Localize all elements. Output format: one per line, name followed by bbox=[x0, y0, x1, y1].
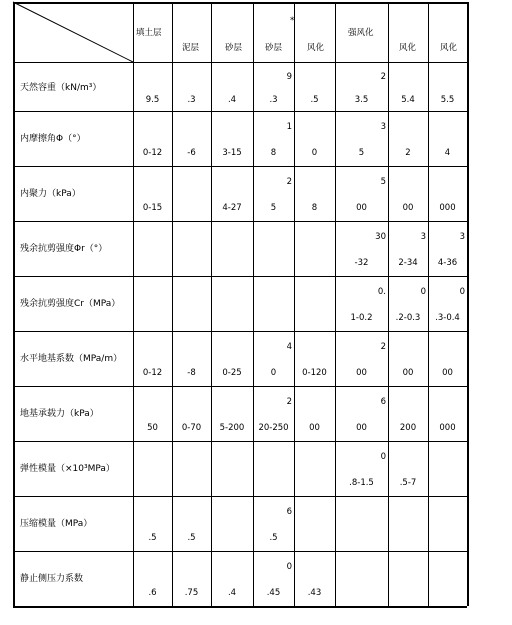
row-label: 内摩擦角Φ（°） bbox=[20, 134, 86, 144]
cell-value: 00 bbox=[356, 203, 367, 213]
cell-value: .3-0.4 bbox=[435, 313, 460, 323]
row-label: 静止侧压力系数 bbox=[20, 574, 84, 584]
cell-value: 5.4 bbox=[401, 95, 415, 105]
cell-value: .45 bbox=[266, 588, 281, 598]
cell-value: .2-0.3 bbox=[395, 313, 421, 323]
cell-value: .3 bbox=[269, 95, 278, 105]
cell-value: 0-25 bbox=[222, 368, 242, 378]
cell-value: 5.5 bbox=[440, 95, 455, 105]
cell-value: 0 bbox=[270, 368, 277, 378]
cell-value: 4 bbox=[444, 148, 451, 158]
cell-value: .43 bbox=[307, 588, 322, 598]
row-label: 残余抗剪强度Cr（MPa） bbox=[20, 299, 121, 309]
cell-upper-fragment: 9 bbox=[286, 72, 292, 82]
cell-value: 0-15 bbox=[142, 203, 163, 213]
cell-value: 50 bbox=[147, 423, 158, 433]
cell-value: 0-12 bbox=[142, 368, 163, 378]
row-label: 水平地基系数（MPa/m） bbox=[20, 354, 123, 364]
row-label: 内聚力（kPa） bbox=[20, 189, 81, 199]
cell-upper-fragment: 0 bbox=[420, 287, 426, 297]
column-header: 砂层 bbox=[265, 43, 283, 53]
cell-value: 8 bbox=[311, 203, 318, 213]
cell-value: .75 bbox=[184, 588, 199, 598]
cell-value: .6 bbox=[148, 588, 157, 598]
cell-value: .5 bbox=[310, 95, 319, 105]
diagonal-line bbox=[13, 2, 133, 62]
cell-value: -6 bbox=[187, 148, 196, 158]
column-header: 填土层 bbox=[136, 28, 162, 38]
cell-upper-fragment: 0 bbox=[459, 287, 465, 297]
cell-value: 3.5 bbox=[354, 95, 369, 105]
cell-value: 2-34 bbox=[398, 258, 418, 268]
cell-value: .4 bbox=[227, 95, 237, 105]
cell-value: 000 bbox=[439, 203, 456, 213]
cell-upper-fragment: 2 bbox=[380, 72, 386, 82]
cell-value: 0-70 bbox=[181, 423, 202, 433]
column-header: 风化 bbox=[307, 43, 325, 53]
column-header: 风化 bbox=[440, 43, 458, 53]
cell-value: .5 bbox=[269, 533, 278, 543]
cell-value: 00 bbox=[442, 368, 453, 378]
cell-upper-fragment: 2 bbox=[286, 177, 292, 187]
cell-upper-fragment: 2 bbox=[380, 342, 386, 352]
cell-value: 4-36 bbox=[437, 258, 458, 268]
cell-value: 4-27 bbox=[222, 203, 242, 213]
cell-value: 00 bbox=[309, 423, 320, 433]
cell-value: 200 bbox=[399, 423, 417, 433]
row-label: 压缩模量（MPa） bbox=[20, 519, 93, 529]
row-label: 弹性模量（×10³MPa） bbox=[20, 464, 115, 474]
cell-value: 5-200 bbox=[219, 423, 245, 433]
cell-value: 00 bbox=[356, 423, 367, 433]
cell-value: .5-7 bbox=[399, 478, 417, 488]
cell-upper-fragment: 30 bbox=[375, 232, 386, 242]
cell-upper-fragment: 0 bbox=[286, 562, 292, 572]
cell-value: .3 bbox=[187, 95, 196, 105]
cell-upper-fragment: 0 bbox=[380, 452, 386, 462]
cell-value: 8 bbox=[270, 148, 277, 158]
cell-value: 0-12 bbox=[142, 148, 163, 158]
cell-value: .5 bbox=[148, 533, 157, 543]
column-header: 强风化 bbox=[348, 28, 374, 38]
cell-upper-fragment: 3 bbox=[380, 122, 386, 132]
cell-upper-fragment: 2 bbox=[286, 397, 292, 407]
column-header: 泥层 bbox=[182, 43, 200, 53]
cell-upper-fragment: 0. bbox=[377, 287, 386, 297]
row-label: 地基承载力（kPa） bbox=[20, 409, 99, 419]
cell-value: 000 bbox=[439, 423, 456, 433]
cell-value: 20-250 bbox=[258, 423, 289, 433]
row-label: 天然容重（kN/m³） bbox=[20, 83, 102, 93]
cell-value: .8-1.5 bbox=[349, 478, 374, 488]
header-fragment: * bbox=[290, 16, 295, 26]
column-header: 砂层 bbox=[225, 43, 243, 53]
cell-upper-fragment: 6 bbox=[286, 507, 292, 517]
cell-value: -32 bbox=[354, 258, 369, 268]
cell-value: 00 bbox=[402, 203, 414, 213]
cell-value: -8 bbox=[187, 368, 196, 378]
cell-upper-fragment: 5 bbox=[380, 177, 386, 187]
cell-upper-fragment: 1 bbox=[286, 122, 292, 132]
cell-upper-fragment: 3 bbox=[420, 232, 426, 242]
cell-upper-fragment: 6 bbox=[380, 397, 386, 407]
cell-value: 5 bbox=[270, 203, 277, 213]
cell-value: 1-0.2 bbox=[350, 313, 373, 323]
cell-value: .5 bbox=[187, 533, 196, 543]
cell-value: 0 bbox=[311, 148, 318, 158]
cell-value: .4 bbox=[227, 588, 237, 598]
cell-upper-fragment: 4 bbox=[286, 342, 292, 352]
cell-value: 9.5 bbox=[145, 95, 160, 105]
cell-value: 2 bbox=[405, 148, 411, 158]
column-header: 风化 bbox=[399, 43, 417, 53]
cell-value: 00 bbox=[356, 368, 367, 378]
cell-value: 00 bbox=[402, 368, 414, 378]
cell-value: 0-120 bbox=[302, 368, 327, 378]
cell-upper-fragment: 3 bbox=[459, 232, 465, 242]
cell-value: 3-15 bbox=[222, 148, 242, 158]
row-label: 残余抗剪强度Φr（°） bbox=[20, 244, 108, 254]
cell-value: 5 bbox=[358, 148, 365, 158]
